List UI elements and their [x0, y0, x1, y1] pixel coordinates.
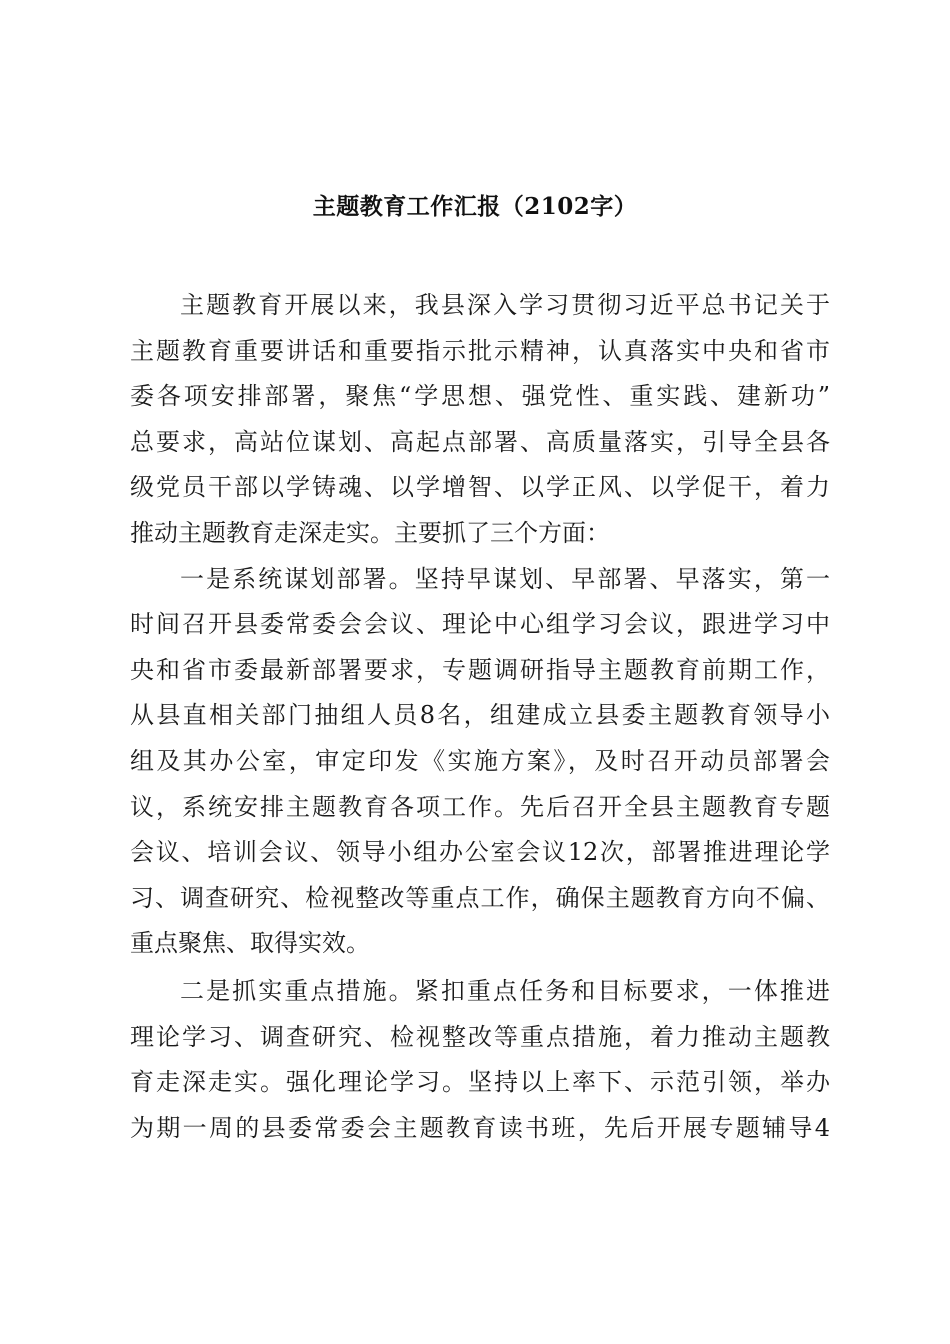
text-line: 议，系统安排主题教育各项工作。先后召开全县主题教育专题	[130, 792, 830, 821]
text-line: 推动主题教育走深走实。主要抓了三个方面：	[130, 518, 610, 547]
text-line: 组及其办公室，审定印发《实施方案》，及时召开动员部署会	[130, 746, 830, 775]
text-line: 央和省市委最新部署要求，专题调研指导主题教育前期工作，	[130, 655, 830, 684]
paragraph-intro	[130, 283, 830, 557]
document-title: 主题教育工作汇报（2102字）	[312, 193, 638, 220]
text-line: 总要求，高站位谋划、高起点部署、高质量落实，引导全县各	[130, 427, 830, 456]
text-line: 一是系统谋划部署。坚持早谋划、早部署、早落实，第一	[180, 564, 830, 593]
text-line: 主题教育开展以来，我县深入学习贯彻习近平总书记关于	[180, 291, 830, 319]
text-line: 主题教育重要讲话和重要指示批示精神，认真落实中央和省市	[130, 336, 830, 365]
text-line: 级党员干部以学铸魂、以学增智、以学正风、以学促干，着力	[130, 473, 830, 502]
text-line: 为期一周的县委常委会主题教育读书班，先后开展专题辅导4	[130, 1113, 830, 1142]
document-body	[130, 283, 830, 1151]
text-line: 理论学习、调查研究、检视整改等重点措施，着力推动主题教	[130, 1022, 830, 1051]
paragraph-measures	[130, 969, 830, 1151]
text-line: 时间召开县委常委会会议、理论中心组学习会议，跟进学习中	[130, 610, 830, 639]
text-line: 会议、培训会议、领导小组办公室会议12次，部署推进理论学	[130, 838, 830, 867]
text-line: 二是抓实重点措施。紧扣重点任务和目标要求，一体推进	[180, 976, 830, 1005]
text-line: 育走深走实。强化理论学习。坚持以上率下、示范引领，举办	[130, 1068, 830, 1097]
text-line: 委各项安排部署，聚焦“学思想、强党性、重实践、建新功”	[130, 382, 830, 411]
text-line: 从县直相关部门抽组人员8名，组建成立县委主题教育领导小	[130, 701, 830, 730]
text-line: 习、调查研究、检视整改等重点工作，确保主题教育方向不偏、	[130, 883, 830, 912]
paragraph-planning	[130, 557, 830, 967]
text-line: 重点聚焦、取得实效。	[130, 929, 370, 958]
